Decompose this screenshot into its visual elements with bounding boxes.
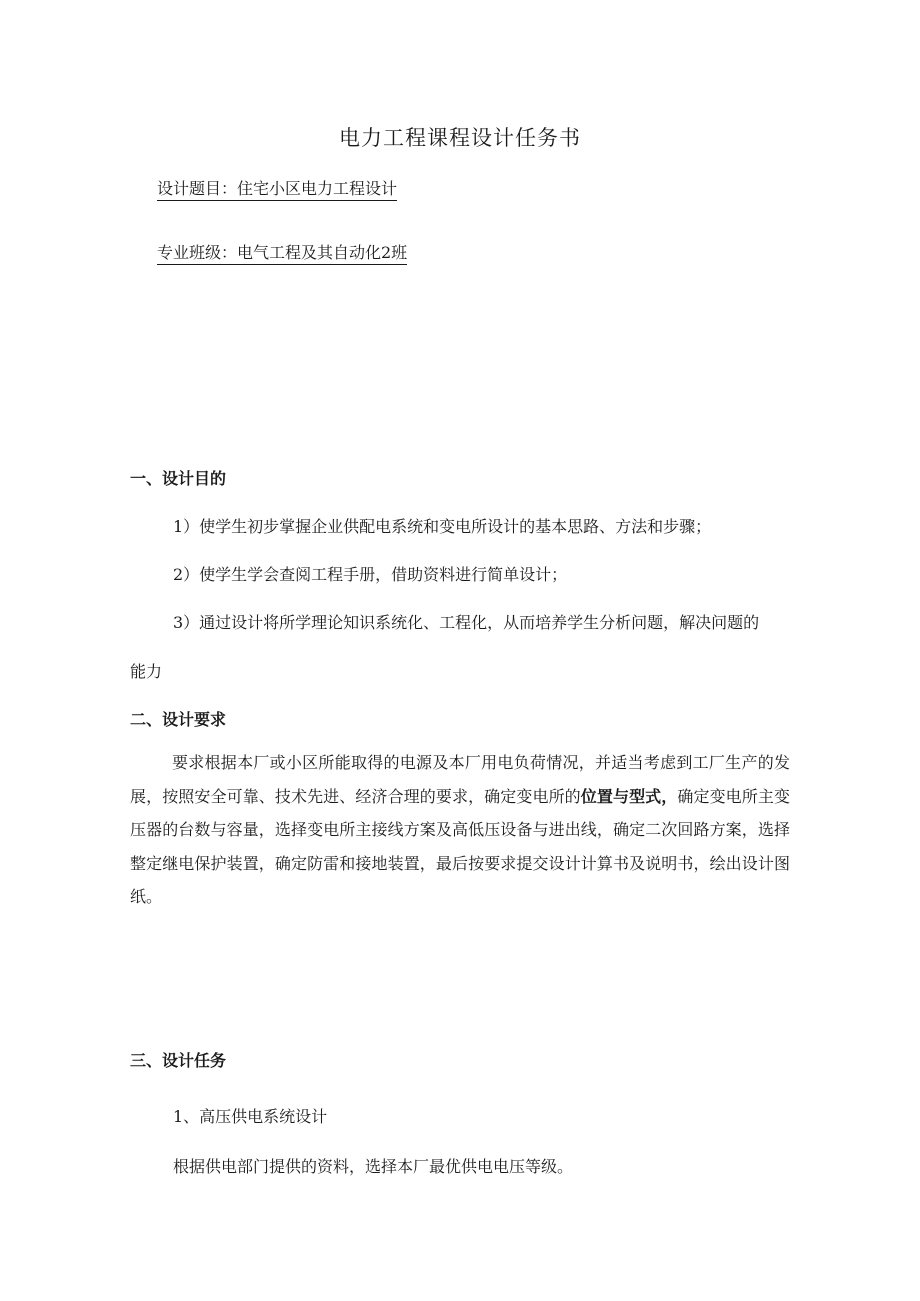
- purpose-item-3: 3）通过设计将所学理论知识系统化、工程化，从而培养学生分析问题，解决问题的: [173, 613, 760, 632]
- major-class: 专业班级：电气工程及其自动化2班: [157, 240, 407, 265]
- section-heading-tasks: 三、设计任务: [130, 1051, 227, 1070]
- task-text-1: 根据供电部门提供的资料，选择本厂最优供电电压等级。: [173, 1157, 574, 1176]
- section-heading-purpose: 一、设计目的: [130, 469, 227, 488]
- section-heading-requirements: 二、设计要求: [130, 710, 227, 729]
- design-topic: 设计题目：住宅小区电力工程设计: [157, 176, 397, 201]
- task-subheading-1: 1、高压供电系统设计: [173, 1107, 328, 1126]
- requirements-text-part1: 要求根据本厂或小区所能取得的电源及本厂用电负荷情况，并适当考虑到工厂生产的发展，按照安全可靠、技术先进、经济合理的要求，确定变电所的: [130, 753, 790, 806]
- requirements-paragraph: [130, 746, 790, 914]
- requirements-text-bold: 位置与型式，: [580, 786, 678, 806]
- purpose-item-2: 2）使学生学会查阅工程手册，借助资料进行简单设计；: [173, 565, 568, 584]
- requirements-text-part2: 确定变电所主变压器的台数与容量，选择变电所主接线方案及高低压设备与进出线，确定二次回路方案，选择整定继电保护装置，确定防雷和接地装置，最后按要求提交设计计算书及说明书，绘出设计图纸。: [130, 786, 790, 906]
- purpose-item-3-continued: 能力: [130, 662, 163, 681]
- document-title: 电力工程课程设计任务书: [339, 126, 581, 150]
- purpose-item-1: 1）使学生初步掌握企业供配电系统和变电所设计的基本思路、方法和步骤；: [173, 517, 712, 536]
